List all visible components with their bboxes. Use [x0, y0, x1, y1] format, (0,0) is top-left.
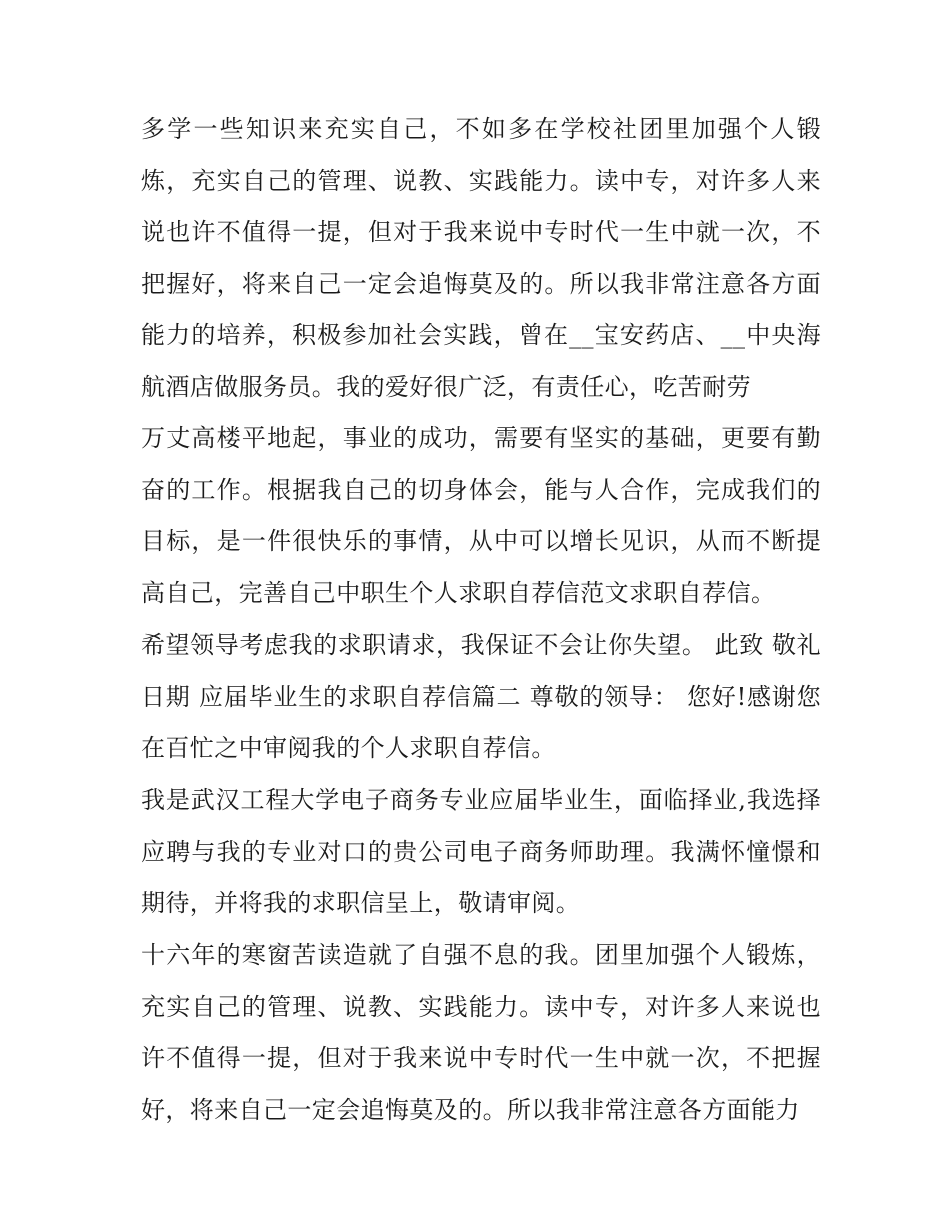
body-paragraph-1: 多学一些知识来充实自己，不如多在学校社团里加强个人锻炼，充实自己的管理、说教、实践能力。读中专，对许多人来说也许不值得一提，但对于我来说中专时代一生中就一次，不把握好，将来自己一定会追悔莫及的。所以我非常注意各方面能力的培养，积极参加社会实践，曾在__宝安药店、__中央海航酒店做服务员。我的爱好很广泛，有责任心，吃苦耐劳 — [141, 115, 821, 401]
body-paragraph-2: 万丈高楼平地起，事业的成功，需要有坚实的基础，更要有勤奋的工作。根据我自己的切身体会，能与人合作，完成我们的目标，是一件很快乐的事情，从中可以增长见识，从而不断提高自己，完善自己中职生个人求职自荐信范文求职自荐信。 — [141, 424, 821, 607]
body-paragraph-5: 十六年的寒窗苦读造就了自强不息的我。团里加强个人锻炼，充实自己的管理、说教、实践能力。读中专，对许多人来说也许不值得一提，但对于我来说中专时代一生中就一次，不把握好，将来自己一定会追悔莫及的。所以我非常注意各方面能力 — [141, 941, 821, 1124]
body-paragraph-3: 希望领导考虑我的求职请求，我保证不会让你失望。 此致 敬礼 日期 应届毕业生的求职自荐信篇二 尊敬的领导： 您好!感谢您在百忙之中审阅我的个人求职自荐信。 — [141, 631, 821, 763]
body-paragraph-4: 我是武汉工程大学电子商务专业应届毕业生，面临择业,我选择应聘与我的专业对口的贵公司电子商务师助理。我满怀憧憬和期待，并将我的求职信呈上，敬请审阅。 — [141, 786, 821, 918]
